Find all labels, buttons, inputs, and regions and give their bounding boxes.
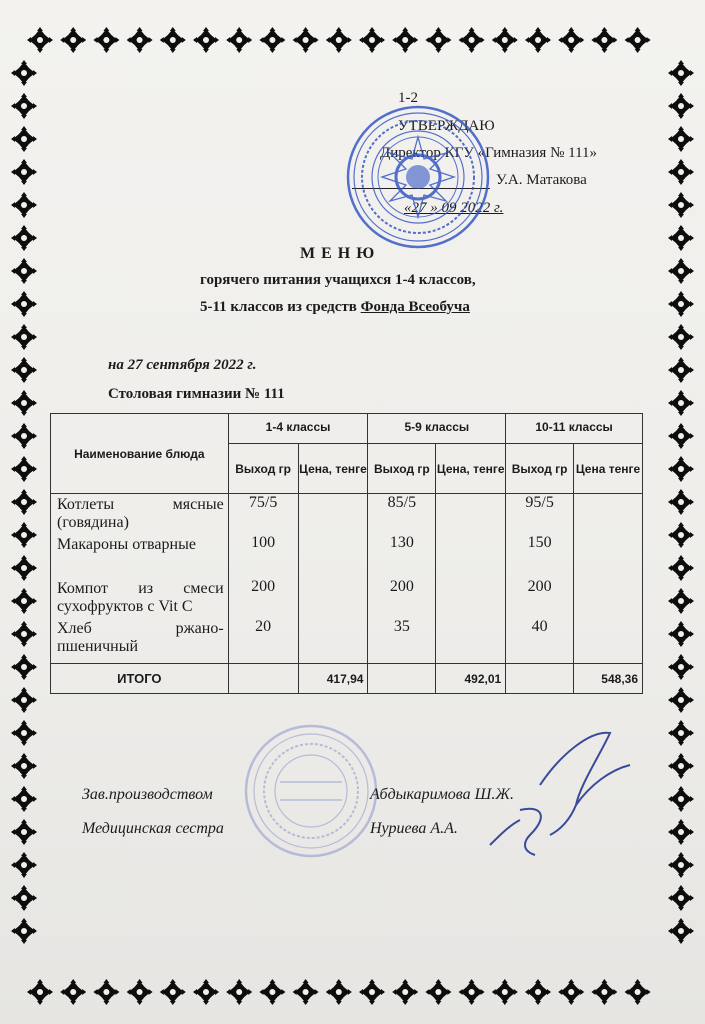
border-ornament [11,357,37,383]
border-ornament [11,225,37,251]
official-seal-stamp [344,103,492,251]
total-price-1-4: 417,94 [298,664,368,694]
border-ornament [326,27,352,53]
approve-label: УТВЕРЖДАЮ [398,118,495,134]
output-1-4: 200 [228,578,298,618]
border-ornament [11,192,37,218]
border-ornament [11,456,37,482]
border-ornament [591,979,617,1005]
price-10-11 [574,494,643,534]
border-ornament [668,126,694,152]
price-10-11 [574,618,643,664]
border-ornament [668,654,694,680]
table-row [51,578,643,618]
output-10-11: 40 [506,618,574,664]
table-row [51,534,643,578]
border-ornament [668,456,694,482]
border-ornament [127,979,153,1005]
director-title: Директор КГУ «Гимназия № 111» [380,145,598,161]
subheader-output: Выход гр [368,444,436,494]
border-ornament [668,390,694,416]
total-price-5-9: 492,01 [436,664,506,694]
output-5-9: 85/5 [368,494,436,534]
total-output-5-9 [368,664,436,694]
output-10-11: 150 [506,534,574,578]
border-ornament [11,258,37,284]
border-ornament [160,27,186,53]
price-1-4 [298,534,368,578]
border-ornament [668,489,694,515]
border-ornament [293,979,319,1005]
border-ornament [425,979,451,1005]
border-ornament [668,159,694,185]
border-ornament [668,93,694,119]
border-ornament [60,27,86,53]
dish-name: Котлеты мясные (говядина) [51,494,229,534]
output-1-4: 100 [228,534,298,578]
price-1-4 [298,578,368,618]
border-ornament [11,786,37,812]
border-ornament [668,852,694,878]
border-ornament [127,27,153,53]
border-ornament [668,819,694,845]
subheader-output: Выход гр [506,444,574,494]
border-ornament [625,27,651,53]
border-ornament [492,979,518,1005]
border-ornament [11,522,37,548]
output-10-11: 95/5 [506,494,574,534]
border-ornament [668,621,694,647]
border-ornament [525,27,551,53]
border-ornament [359,979,385,1005]
handwritten-signature [480,725,640,865]
output-5-9: 200 [368,578,436,618]
border-ornament [193,979,219,1005]
output-5-9: 130 [368,534,436,578]
border-ornament [11,819,37,845]
production-role: Зав.производством [82,786,213,803]
border-ornament [591,27,617,53]
border-ornament [11,423,37,449]
price-10-11 [574,578,643,618]
price-5-9 [436,534,506,578]
production-name: Абдыкаримова Ш.Ж. [370,786,514,803]
total-output-10-11 [506,664,574,694]
border-ornament [11,390,37,416]
border-ornament [259,27,285,53]
approval-date: «27 » 09 2022 г. [404,200,504,216]
border-ornament [668,687,694,713]
border-ornament [11,654,37,680]
menu-subtitle-line1: горячего питания учащихся 1-4 классов, [200,272,476,288]
border-ornament [93,979,119,1005]
total-output-1-4 [228,664,298,694]
border-ornament [293,27,319,53]
border-ornament [259,979,285,1005]
border-ornament [60,979,86,1005]
border-ornament [11,489,37,515]
menu-table [50,413,643,694]
group-header-5-9: 5-9 классы [368,414,506,444]
border-ornament [668,588,694,614]
subheader-price: Цена тенге [574,444,643,494]
border-ornament [359,27,385,53]
border-ornament [558,27,584,53]
dish-name: Компот из смеси сухофруктов с Vit C [51,578,229,618]
border-ornament [326,979,352,1005]
border-ornament [668,60,694,86]
border-ornament [392,979,418,1005]
group-header-1-4: 1-4 классы [228,414,368,444]
border-ornament [226,27,252,53]
subheader-price: Цена, тенге [436,444,506,494]
border-ornament [668,753,694,779]
border-ornament [668,357,694,383]
fund-name: Фонда Всеобуча [360,299,470,315]
border-ornament [668,786,694,812]
border-ornament [93,27,119,53]
total-price-10-11: 548,36 [574,664,643,694]
border-ornament [11,918,37,944]
border-ornament [11,753,37,779]
price-1-4 [298,494,368,534]
dish-name: Макароны отварные [51,534,229,578]
border-ornament [11,93,37,119]
total-row [51,664,643,694]
border-ornament [11,159,37,185]
border-ornament [27,979,53,1005]
border-ornament [226,979,252,1005]
dish-name: Хлеб ржано-пшеничный [51,618,229,664]
price-5-9 [436,494,506,534]
border-ornament [668,324,694,350]
border-ornament [625,979,651,1005]
border-ornament [668,258,694,284]
subtitle-prefix: 5-11 классов из средств [200,299,361,315]
border-ornament [27,27,53,53]
border-ornament [11,621,37,647]
col-header-dish: Наименование блюда [51,414,229,494]
border-ornament [425,27,451,53]
output-1-4: 20 [228,618,298,664]
border-ornament [11,60,37,86]
border-ornament [668,192,694,218]
price-5-9 [436,618,506,664]
border-ornament [11,588,37,614]
border-ornament [392,27,418,53]
border-ornament [558,979,584,1005]
table-row [51,618,643,664]
border-ornament [668,522,694,548]
border-ornament [11,852,37,878]
border-ornament [459,979,485,1005]
border-ornament [525,979,551,1005]
price-10-11 [574,534,643,578]
border-ornament [668,885,694,911]
border-ornament [668,720,694,746]
border-ornament [11,687,37,713]
border-ornament [668,918,694,944]
nurse-name: Нуриева А.А. [370,820,458,837]
border-ornament [11,555,37,581]
border-ornament [11,885,37,911]
group-header-10-11: 10-11 классы [506,414,643,444]
border-ornament [11,720,37,746]
price-5-9 [436,578,506,618]
output-10-11: 200 [506,578,574,618]
border-ornament [668,225,694,251]
output-1-4: 75/5 [228,494,298,534]
border-ornament [11,324,37,350]
menu-date: на 27 сентября 2022 г. [108,357,257,373]
border-ornament [459,27,485,53]
menu-subtitle-line2 [200,299,470,316]
total-label: ИТОГО [51,664,229,694]
border-ornament [11,291,37,317]
menu-heading: М Е Н Ю [300,245,376,262]
director-name: У.А. Матакова [496,172,587,188]
border-ornament [193,27,219,53]
border-ornament [160,979,186,1005]
price-1-4 [298,618,368,664]
border-ornament [668,555,694,581]
border-ornament [668,291,694,317]
nurse-role: Медицинская сестра [82,820,224,837]
border-ornament [11,126,37,152]
output-5-9: 35 [368,618,436,664]
table-row [51,494,643,534]
document-number: 1-2 [398,90,418,106]
subheader-price: Цена, тенге [298,444,368,494]
canteen-name: Столовая гимназии № 111 [108,386,285,402]
subheader-output: Выход гр [228,444,298,494]
border-ornament [492,27,518,53]
canteen-round-stamp [242,722,380,860]
border-ornament [668,423,694,449]
